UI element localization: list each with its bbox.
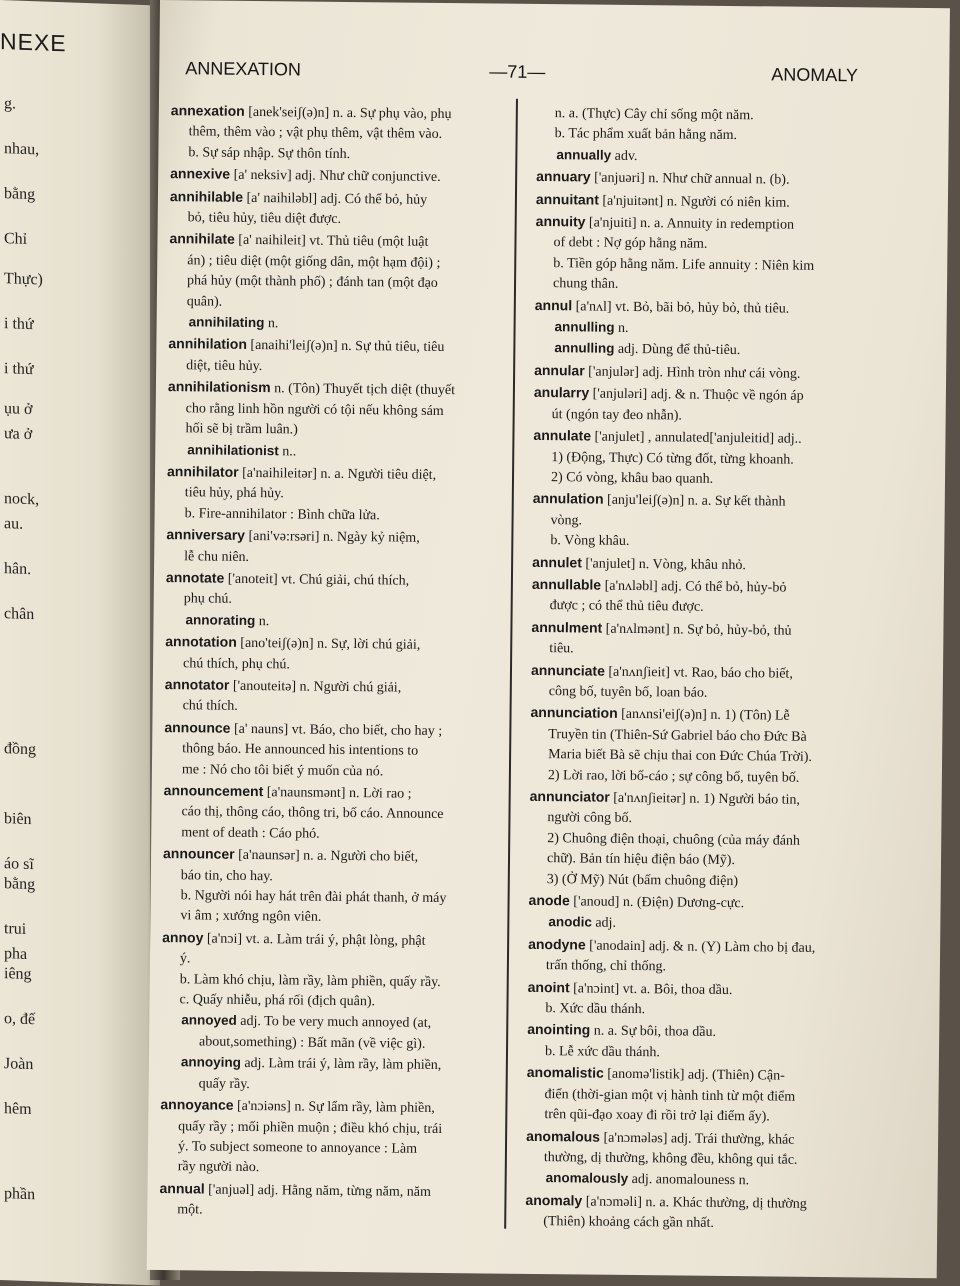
headword: anomalistic: [526, 1064, 604, 1081]
headword: announcer: [162, 845, 235, 863]
left-page-fragment: bằng: [4, 875, 36, 894]
entry-text: [anju'leiʃ(ə)n] n. a. Sự kết thành: [606, 493, 786, 510]
headword: anomaly: [525, 1191, 583, 1209]
sub-headword: annulling: [554, 319, 615, 335]
entry-text: chú thích, phụ chú.: [182, 655, 291, 672]
entry-text: ['anjulet] , annulated['anjuleitid] adj..: [594, 429, 802, 447]
entry-text: được ; có thể thủ tiêu được.: [549, 598, 704, 616]
entry-text: ['anjulet] n. Vòng, khâu nhỏ.: [585, 556, 746, 573]
entry-text: tiêu hủy, phá hủy.: [184, 485, 284, 502]
left-page: [0, 0, 160, 1286]
headword: anode: [528, 891, 570, 909]
sub-headword: annoyed: [181, 1012, 237, 1029]
left-page-fragment: bằng: [4, 185, 36, 204]
headword: annoy: [162, 928, 204, 946]
entry-text: [anomə'listik] adj. (Thiên) Cận-: [607, 1067, 785, 1084]
entry-text: vi âm ; xướng ngôn viên.: [180, 908, 322, 926]
entry-text: n. a. (Thực) Cây chỉ sống một năm.: [554, 106, 754, 124]
entry-text: [a'nʌlmənt] n. Sự bỏ, hủy-bỏ, thủ: [605, 621, 792, 639]
entry-text: b. Vòng khâu.: [550, 533, 630, 550]
left-page-fragment: nhau,: [4, 140, 40, 159]
entry-text: b. Làm khó chịu, làm rầy, làm phiền, quấy rầy.: [179, 971, 441, 990]
entry-text: [a'nɔint] vt. a. Bôi, thoa dầu.: [573, 981, 733, 998]
dictionary-entry: [170, 100, 519, 167]
entry-text: ['anjuləri] adj. & n. Thuộc về ngón áp: [592, 386, 804, 405]
entry-text: phá hủy (một thành phố) ; đánh tan (một đạo: [186, 273, 438, 292]
entry-text: út (ngón tay đeo nhẫn).: [551, 406, 683, 424]
headword: annuitant: [535, 190, 600, 208]
entry-text: bỏ, tiêu hủy, tiêu diệt được.: [187, 210, 342, 227]
dictionary-entry: [526, 1062, 897, 1129]
headword: announcement: [163, 782, 264, 800]
entry-text: [anek'seiʃ(ə)n] n. a. Sự phụ vào, phụ: [248, 104, 452, 123]
dictionary-entry: [166, 524, 514, 570]
left-page-fragment: hân.: [4, 560, 32, 579]
entry-text: ['anoud] n. (Điện) Dương-cực.: [573, 894, 745, 912]
headword: announce: [164, 718, 231, 736]
left-page-fragment: pha: [4, 945, 28, 963]
dictionary-entry: [534, 382, 904, 429]
entry-text: thêm, thêm vào ; vật phụ thêm, vật thêm vào.: [188, 124, 443, 143]
dictionary-entry: [165, 631, 513, 677]
entry-text: [a'nʌl] vt. Bỏ, bãi bỏ, hủy bỏ, thủ tiêu.: [575, 299, 790, 317]
dictionary-entry: [532, 488, 903, 555]
entry-text: quân).: [186, 293, 223, 310]
dictionary-entry: [161, 1052, 509, 1097]
headword: annulate: [533, 427, 592, 444]
left-page-fragment: g.: [4, 95, 16, 113]
dictionary-entry: [527, 1019, 897, 1066]
left-page-fragment: phần: [4, 1185, 36, 1204]
entry-text: quấy rầy.: [198, 1076, 250, 1092]
entry-text: vòng.: [550, 512, 583, 529]
entry-text: b. Tác phẩm xuất bản hằng năm.: [554, 126, 738, 144]
running-head-right: ANOMALY: [771, 64, 859, 86]
entry-text: about,something) : Bất mãn (về việc gì).: [199, 1034, 426, 1052]
headword: annoyance: [160, 1096, 234, 1113]
entry-text: n. (Tôn) Thuyết tịch diệt (thuyết: [274, 381, 456, 399]
entry-text: [a'naihileitər] n. a. Người tiêu diệt,: [242, 465, 437, 483]
left-page-fragment: đồng: [4, 740, 36, 759]
entry-text: [a' nauns] vt. Báo, cho biết, cho hay ;: [233, 721, 443, 739]
headword: anularry: [533, 384, 590, 401]
right-column: [525, 104, 907, 1236]
dictionary-entry: [527, 977, 897, 1024]
entry-text: [anʌnsi'eiʃ(ə)n] n. 1) (Tôn) Lễ: [621, 707, 790, 725]
entry-text: adj. anomalouness n.: [631, 1172, 750, 1189]
dictionary-entry: [159, 1178, 507, 1224]
entry-text: [a'njuitənt] n. Người có niên kim.: [602, 193, 790, 211]
entry-text: b. Người nói hay hát trên đài phát thanh, ở máy: [180, 888, 447, 907]
sub-headword: anomalously: [545, 1170, 629, 1187]
left-page-fragment: i thứ: [4, 360, 34, 379]
dictionary-entry: [164, 674, 512, 720]
entry-text: [anaihi'leiʃ(ə)n] n. Sự thủ tiêu, tiêu: [250, 338, 445, 356]
entry-text: điển (thời-gian một vị hành tinh từ một điểm: [544, 1086, 796, 1105]
dictionary-entry: [536, 166, 906, 192]
entry-text: 3) (Ở Mỹ) Nút (bấm chuông điện): [546, 871, 739, 889]
entry-text: (Thiên) khoảng cách gần nhất.: [543, 1214, 714, 1231]
entry-text: of debt : Nợ góp hằng năm.: [553, 235, 708, 253]
entry-text: báo tin, cho hay.: [180, 867, 273, 884]
entry-text: 2) Lời rao, lời bố-cáo ; sự công bố, tuyên bố.: [547, 767, 800, 786]
entry-text: cho rằng linh hồn người có tội nếu không sám: [185, 400, 444, 419]
entry-text: hối sẽ bị trầm luân.): [185, 421, 298, 438]
entry-text: ý. To subject someone to annoyance : Làm: [177, 1139, 418, 1157]
dictionary-entry: [164, 717, 513, 784]
entry-text: b. Xức dầu thánh.: [545, 1001, 646, 1018]
headword: annuary: [536, 168, 591, 185]
dictionary-entry: [170, 186, 518, 232]
left-page-fragment: iêng: [4, 965, 32, 984]
entry-text: Maria biết Bà sẽ chịu thai con Đức Chúa Trời).: [548, 747, 813, 766]
headword: annul: [534, 296, 573, 313]
entry-text: chú thích.: [182, 698, 238, 715]
sub-headword: annorating: [185, 612, 256, 628]
entry-text: [a'njuiti] n. a. Annuity in redemption: [588, 215, 795, 233]
dictionary-entry: [167, 376, 516, 443]
entry-text: tiêu.: [549, 641, 574, 657]
entry-text: ['anjuəri] n. Như chữ annual n. (b).: [594, 170, 790, 188]
entry-text: ['anoteit] vt. Chú giải, chú thích,: [227, 571, 410, 589]
page-number: —71—: [489, 61, 546, 83]
entry-text: c. Quấy nhiễu, phá rối (địch quân).: [179, 992, 376, 1010]
entry-text: b. Sự sáp nhập. Sự thôn tính.: [188, 145, 351, 162]
headword: annulment: [531, 618, 603, 636]
entry-text: trên qũi-đạo xoay đi rồi trở lại điểm ấy).: [544, 1107, 770, 1125]
sub-headword: annulling: [554, 340, 615, 357]
entry-text: n..: [282, 443, 297, 459]
entry-text: [a'nɔi] vt. a. Làm trái ý, phật lòng, phật: [206, 931, 426, 949]
left-column: [159, 100, 519, 1224]
headword: annunciate: [530, 661, 605, 679]
entry-text: [a' naihiləbl] adj. Có thể bỏ, hủy: [246, 190, 428, 208]
dictionary-entry: [531, 617, 901, 664]
entry-text: cáo thị, thông cáo, thông tri, bố cáo. Announce: [181, 804, 444, 823]
headword: anomalous: [526, 1127, 601, 1145]
entry-text: [a'nʌnʃieitər] n. 1) Người báo tin,: [613, 790, 800, 808]
dictionary-entry: [530, 702, 901, 789]
running-head-left: ANNEXATION: [185, 58, 302, 80]
headword: annular: [534, 361, 585, 379]
entry-text: ý.: [179, 951, 191, 967]
dictionary-entry: [160, 1094, 509, 1181]
left-page-fragment: áo sĩ: [4, 855, 34, 874]
entry-text: quấy rầy ; mối phiền muộn ; điều khó chịu, trái: [178, 1118, 443, 1137]
entry-text: [ano'teiʃ(ə)n] n. Sự, lời chú giải,: [240, 636, 421, 653]
entry-text: rầy người nào.: [177, 1159, 260, 1176]
left-page-fragment: ụu ở: [4, 400, 33, 419]
entry-text: thông báo. He announced his intentions to: [182, 741, 419, 759]
headword: annual: [159, 1179, 205, 1197]
entry-text: thường, dị thường, không đều, không qui tắc.: [543, 1149, 798, 1168]
left-page-fragment: trui: [4, 920, 27, 938]
entry-text: [a'nɔiəns] n. Sự lẩm rầy, làm phiền,: [236, 1098, 435, 1117]
dictionary-entry: [535, 211, 906, 298]
dictionary-entry: [533, 425, 904, 492]
headword: annihilator: [166, 463, 239, 480]
dictionary-entry: [166, 567, 514, 613]
left-page-fragment: chân: [4, 605, 35, 624]
entry-text: diệt, tiêu hủy.: [186, 358, 263, 374]
entry-text: adv.: [614, 148, 638, 164]
entry-text: ment of death : Cáo phó.: [181, 825, 320, 842]
dictionary-entry: [528, 934, 898, 981]
sub-headword: annoying: [180, 1054, 241, 1071]
headword: annunciator: [529, 787, 610, 805]
entry-text: adj.: [595, 916, 617, 932]
entry-text: [a'nɔmələs] adj. Trái thường, khác: [603, 1130, 795, 1148]
entry-text: b. Fire-annihilator : Bình chữa lửa.: [184, 506, 380, 524]
entry-text: ['anjuəl] adj. Hằng năm, từng năm, năm: [208, 1182, 432, 1200]
entry-text: adj. To be very much annoyed (at,: [240, 1014, 432, 1032]
entry-text: ['anodain] adj. & n. (Y) Làm cho bị đau,: [589, 938, 816, 956]
entry-text: adj. Dùng để thủ-tiêu.: [617, 342, 741, 359]
headword: annihilationism: [167, 378, 271, 396]
entry-text: ['anjulər] adj. Hình tròn như cái vòng.: [588, 364, 801, 382]
dictionary-page: [147, 0, 950, 1278]
left-page-fragment: au.: [4, 515, 24, 533]
entry-text: Truyền tin (Thiên-Sứ Gabriel báo cho Đức Bà: [548, 726, 807, 745]
sub-headword: annually: [556, 146, 612, 163]
headword: anoint: [527, 978, 570, 996]
dictionary-entry: [167, 461, 516, 528]
entry-text: công bố, tuyên bố, loan báo.: [548, 684, 708, 701]
dictionary-entry: [529, 786, 900, 894]
left-page-header: NEXE: [0, 28, 67, 57]
headword: anodyne: [528, 935, 586, 953]
headword: annuity: [535, 212, 586, 230]
entry-text: n.: [267, 316, 279, 332]
headword: annotation: [165, 633, 237, 650]
entry-text: [a' naihileit] vt. Thủ tiêu (một luật: [238, 233, 429, 251]
headword: anniversary: [166, 526, 246, 544]
headword: annunciation: [530, 704, 618, 722]
headword: annulet: [532, 553, 583, 570]
entry-text: [a'naunsər] n. a. Người cho biết,: [238, 848, 419, 865]
entry-text: án) ; tiêu diệt (một giống dân, một hạm đội) ;: [187, 253, 441, 271]
entry-text: 2) Có vòng, khâu bao quanh.: [550, 470, 714, 487]
headword: annihilate: [169, 230, 235, 248]
sub-headword: annihilationist: [187, 441, 279, 458]
dictionary-entry: [532, 574, 902, 621]
entry-text: [a' neksiv] adj. Như chữ conjunctive.: [233, 167, 441, 186]
entry-text: n.: [258, 613, 270, 629]
left-page-fragment: ưa ở: [4, 425, 33, 444]
dictionary-entry: [170, 163, 518, 189]
entry-text: adj. Làm trái ý, làm rầy, làm phiền,: [244, 1056, 442, 1074]
headword: annexive: [170, 165, 231, 182]
headword: annotate: [165, 569, 225, 586]
dictionary-entry: [169, 229, 518, 316]
left-page-fragment: i thứ: [4, 315, 34, 334]
entry-text: người công bố.: [547, 810, 633, 827]
dictionary-entry: [162, 843, 511, 930]
entry-text: b. Tiền góp hằng năm. Life annuity : Niên kim: [553, 255, 815, 274]
left-page-fragment: biên: [4, 810, 32, 829]
entry-text: [a'naunsmənt] n. Lời rao ;: [266, 785, 412, 802]
dictionary-entry: [161, 1011, 509, 1056]
headword: annihilation: [168, 335, 248, 353]
dictionary-entry: [168, 334, 516, 380]
sub-headword: anodic: [548, 914, 592, 931]
entry-text: một.: [177, 1202, 203, 1218]
dictionary-entry: [525, 1190, 895, 1237]
dictionary-entry: [161, 927, 510, 1014]
entry-text: me : Nó cho tôi biết ý muốn của nó.: [181, 761, 384, 779]
entry-text: 2) Chuông điện thoại, chuông (của máy đánh: [547, 830, 801, 849]
entry-text: [a'nʌnʃieit] vt. Rao, báo cho biết,: [608, 664, 793, 682]
entry-text: [a'nɔməli] n. a. Khác thường, dị thường: [585, 1194, 807, 1212]
headword: annullable: [531, 575, 602, 593]
headword: annulation: [532, 490, 604, 507]
left-page-fragment: o, đế: [4, 1010, 36, 1029]
sub-headword: annihilating: [188, 314, 265, 331]
headword: annotator: [164, 676, 230, 693]
entry-text: n. a. Sự bôi, thoa dầu.: [593, 1024, 717, 1041]
dictionary-entry: [526, 1125, 896, 1172]
dictionary-entry: [531, 659, 901, 706]
left-page-fragment: Joàn: [4, 1055, 34, 1074]
entry-text: n.: [618, 320, 629, 336]
entry-text: lễ chu niên.: [184, 548, 250, 565]
entry-text: trấn thống, chỉ thống.: [545, 958, 667, 975]
entry-text: ['anouteitə] n. Người chú giải,: [232, 678, 402, 696]
left-page-fragment: Thực): [4, 270, 43, 289]
headword: anointing: [527, 1021, 591, 1039]
entry-text: chữ). Bản tín hiệu điện báo (Mỹ).: [546, 851, 736, 869]
headword: annihilable: [169, 187, 244, 205]
left-page-fragment: nock,: [4, 490, 40, 509]
left-page-fragment: Chỉ: [4, 230, 28, 248]
dictionary-entry: [163, 780, 512, 847]
entry-text: [ani'və:rsəri] n. Ngày kỷ niệm,: [248, 529, 420, 546]
dictionary-entry: [537, 104, 907, 149]
entry-text: phụ chú.: [183, 591, 233, 608]
entry-text: 1) (Động, Thực) Có từng đốt, từng khoanh.: [551, 449, 794, 468]
left-page-fragment: hêm: [4, 1100, 32, 1119]
entry-text: b. Lễ xức dầu thánh.: [544, 1043, 660, 1061]
entry-text: chung thân.: [552, 276, 619, 293]
headword: annexation: [170, 102, 245, 119]
entry-text: [a'nʌləbl] adj. Có thể bỏ, hủy-bỏ: [604, 578, 787, 596]
